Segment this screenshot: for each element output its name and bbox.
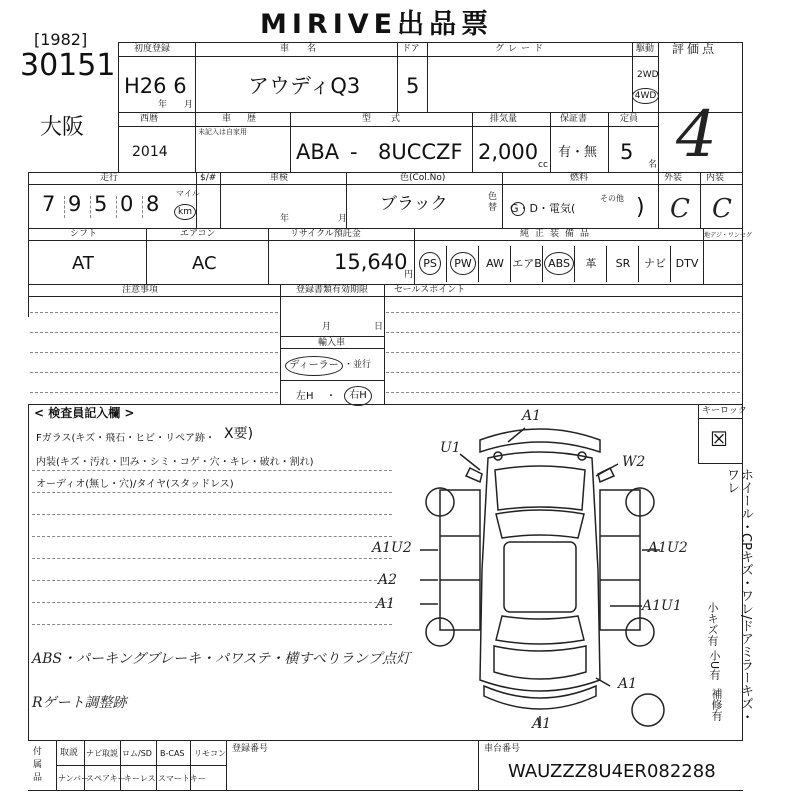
right-hand: 右H bbox=[344, 386, 372, 406]
number-label: ナンバー bbox=[58, 774, 90, 783]
grade-label: グレード bbox=[495, 44, 548, 54]
history-note: 未記入は自家用 bbox=[198, 128, 247, 136]
remote-label: リモコン bbox=[194, 749, 226, 758]
mileage-unit-mile: マイル bbox=[176, 189, 200, 198]
recycle-value: 15,640 bbox=[334, 250, 408, 274]
smeter-label: $/# bbox=[200, 173, 217, 183]
side-note-4: 補修有 bbox=[710, 688, 723, 721]
capacity-label: 定員 bbox=[620, 114, 639, 124]
mark-a1-rear: A1 bbox=[618, 676, 638, 692]
mileage-digit: 9 bbox=[68, 192, 82, 216]
inspection-line1-mark: X要) bbox=[224, 426, 254, 442]
reg-deadline-label: 登録書類有効期限 bbox=[296, 285, 369, 295]
import-label: 輸入車 bbox=[318, 338, 346, 348]
keylock-label: キーロック bbox=[702, 406, 747, 416]
capacity-value: 5 bbox=[620, 140, 634, 164]
side-note: ホイール・CPキズ・ワレ/ドアミラーキズ・ワレ bbox=[724, 468, 753, 724]
shift-value: AT bbox=[72, 253, 94, 274]
reg-no-label: 登録番号 bbox=[232, 744, 269, 754]
capacity-unit: 名 bbox=[648, 160, 658, 170]
mileage-digit: 5 bbox=[94, 192, 108, 216]
fuel-label: 燃料 bbox=[570, 173, 589, 183]
mark-a1u2-left: A1U2 bbox=[372, 540, 412, 556]
equipment-item: PS bbox=[414, 246, 446, 282]
first-reg-value: H26 6 bbox=[124, 74, 187, 98]
model-value: アウディQ3 bbox=[248, 74, 361, 98]
history-label: 車歴 bbox=[222, 114, 273, 124]
mark-w2: W2 bbox=[622, 454, 646, 470]
bcas-label: B-CAS bbox=[160, 749, 185, 758]
interior-value: C bbox=[712, 194, 732, 224]
inspection-line3: オーディオ(無し・穴)/タイヤ(スタッドレス) bbox=[36, 479, 234, 490]
year-mark: 年 bbox=[158, 100, 168, 110]
color-label: 色(Col.No) bbox=[400, 173, 446, 183]
code-label: [1982] bbox=[34, 30, 88, 49]
score-label: 評価点 bbox=[672, 42, 718, 56]
ac-label: エアコン bbox=[180, 229, 216, 239]
ac-value: AC bbox=[192, 253, 217, 274]
color-change: 色替 bbox=[488, 192, 498, 213]
mark-a1u2-right: A1U2 bbox=[648, 540, 688, 556]
mileage-digit: 8 bbox=[146, 192, 160, 216]
keylock-mark: ☒ bbox=[710, 427, 728, 451]
model-label: 車名 bbox=[280, 44, 335, 54]
equipment-item: ABS bbox=[542, 246, 575, 282]
type-prefix: ABA bbox=[296, 140, 340, 164]
door-value: 5 bbox=[406, 74, 420, 98]
manual-label: 取説 bbox=[60, 748, 79, 758]
drive-2wd: 2WD bbox=[637, 70, 659, 80]
inspection-month: 月 bbox=[338, 214, 348, 224]
equipment-item: PW bbox=[446, 246, 479, 282]
smart-label: スマートキー bbox=[158, 774, 206, 783]
score-value: 4 bbox=[676, 98, 717, 172]
spare-label: スペアキー bbox=[86, 774, 126, 783]
vin-label: 車台番号 bbox=[484, 744, 521, 754]
mileage-unit-km: km bbox=[174, 204, 196, 220]
sales-point-label: セールスポイント bbox=[394, 285, 466, 295]
accessory-label: 付属品 bbox=[33, 747, 43, 783]
side-note-3: 小U有 bbox=[708, 650, 721, 681]
color-value: ブラック bbox=[380, 194, 448, 214]
nav-manual-label: ナビ取説 bbox=[86, 749, 118, 758]
month-mark: 月 bbox=[184, 100, 194, 110]
door-label: ドア bbox=[402, 44, 420, 54]
mark-a1-left: A1 bbox=[376, 596, 396, 612]
fuel-close: ) bbox=[636, 195, 645, 220]
mark-a1u1-right: A1U1 bbox=[642, 598, 682, 614]
keyless-label: キーレス bbox=[124, 774, 156, 783]
equipment-item: DTV bbox=[670, 246, 703, 282]
warranty-label: 保証書 bbox=[560, 114, 588, 124]
equipment-item: SR bbox=[606, 246, 639, 282]
seireki-value: 2014 bbox=[132, 144, 168, 160]
type-sep: - bbox=[350, 140, 358, 164]
first-reg-label: 初度登録 bbox=[134, 44, 171, 54]
parallel-option: ・並行 bbox=[344, 360, 372, 370]
hand-sep: ・ bbox=[326, 391, 336, 402]
equipment-label: 純正装備品 bbox=[520, 229, 596, 239]
shift-label: シフト bbox=[70, 229, 98, 239]
drive-label: 駆動 bbox=[636, 44, 655, 54]
mark-a2: A2 bbox=[378, 572, 398, 588]
equipment-item: 革 bbox=[574, 246, 607, 282]
equipment-item: ナビ bbox=[638, 246, 671, 282]
interior-label: 内装 bbox=[706, 173, 725, 183]
mark-u1: U1 bbox=[440, 440, 461, 456]
vin-value: WAUZZZ8U4ER082288 bbox=[508, 761, 716, 782]
left-hand: 左H bbox=[296, 391, 314, 402]
side-note-2: 小キズ有 bbox=[706, 602, 719, 646]
mileage-label: 走行 bbox=[100, 173, 119, 183]
type-label: 型式 bbox=[362, 114, 421, 124]
fuel-other: その他 bbox=[600, 194, 624, 203]
inspection-hand1: ABS・パーキングブレーキ・パワステ・横すべりランプ点灯 bbox=[32, 651, 411, 667]
mileage-digit: 7 bbox=[42, 192, 56, 216]
exterior-label: 外装 bbox=[664, 173, 683, 183]
form-title: MIRIVE出品票 bbox=[260, 9, 494, 40]
mark-a1-top: A1 bbox=[522, 408, 542, 424]
inspection-label: 車検 bbox=[270, 173, 289, 183]
displacement-value: 2,000 bbox=[478, 140, 539, 164]
inspection-year: 年 bbox=[280, 214, 290, 224]
inspection-title: < 検査員記入欄 > bbox=[34, 406, 135, 420]
rom-label: ロム/SD bbox=[122, 749, 152, 758]
car-diagram bbox=[400, 410, 700, 740]
dealer-option: ディーラー bbox=[285, 356, 343, 376]
inspection-hand2: Rゲート調整跡 bbox=[32, 695, 127, 711]
equipment-item: エアB bbox=[510, 246, 543, 282]
fuel-value: G・D・電気( bbox=[510, 202, 576, 215]
mark-a1-bottom: A1 bbox=[532, 716, 552, 732]
type-code: 8UCCZF bbox=[378, 140, 463, 164]
exterior-value: C bbox=[670, 194, 690, 224]
lot-number: 30151 bbox=[20, 48, 116, 83]
inspection-line1: Fガラス(キズ・飛石・ヒビ・リペア跡・ bbox=[36, 433, 215, 444]
inspection-line2: 内装(キズ・汚れ・凹み・シミ・コゲ・穴・キレ・破れ・割れ) bbox=[36, 457, 314, 468]
warranty-value: 有・無 bbox=[558, 145, 598, 160]
tv-label: 地デジ・ワンセグ bbox=[704, 232, 752, 239]
recycle-label: リサイクル預託金 bbox=[290, 229, 361, 239]
reg-day: 日 bbox=[374, 322, 384, 332]
seireki-label: 西暦 bbox=[140, 114, 159, 124]
equipment-item: AW bbox=[478, 246, 511, 282]
cc-unit: cc bbox=[538, 160, 548, 170]
notes-label: 注意事項 bbox=[122, 285, 159, 295]
drive-4wd: 4WD bbox=[632, 88, 659, 104]
yen-unit: 円 bbox=[404, 270, 414, 280]
displacement-label: 排気量 bbox=[490, 114, 518, 124]
location: 大阪 bbox=[40, 115, 85, 140]
reg-month: 月 bbox=[322, 322, 332, 332]
mileage-digit: 0 bbox=[120, 192, 134, 216]
